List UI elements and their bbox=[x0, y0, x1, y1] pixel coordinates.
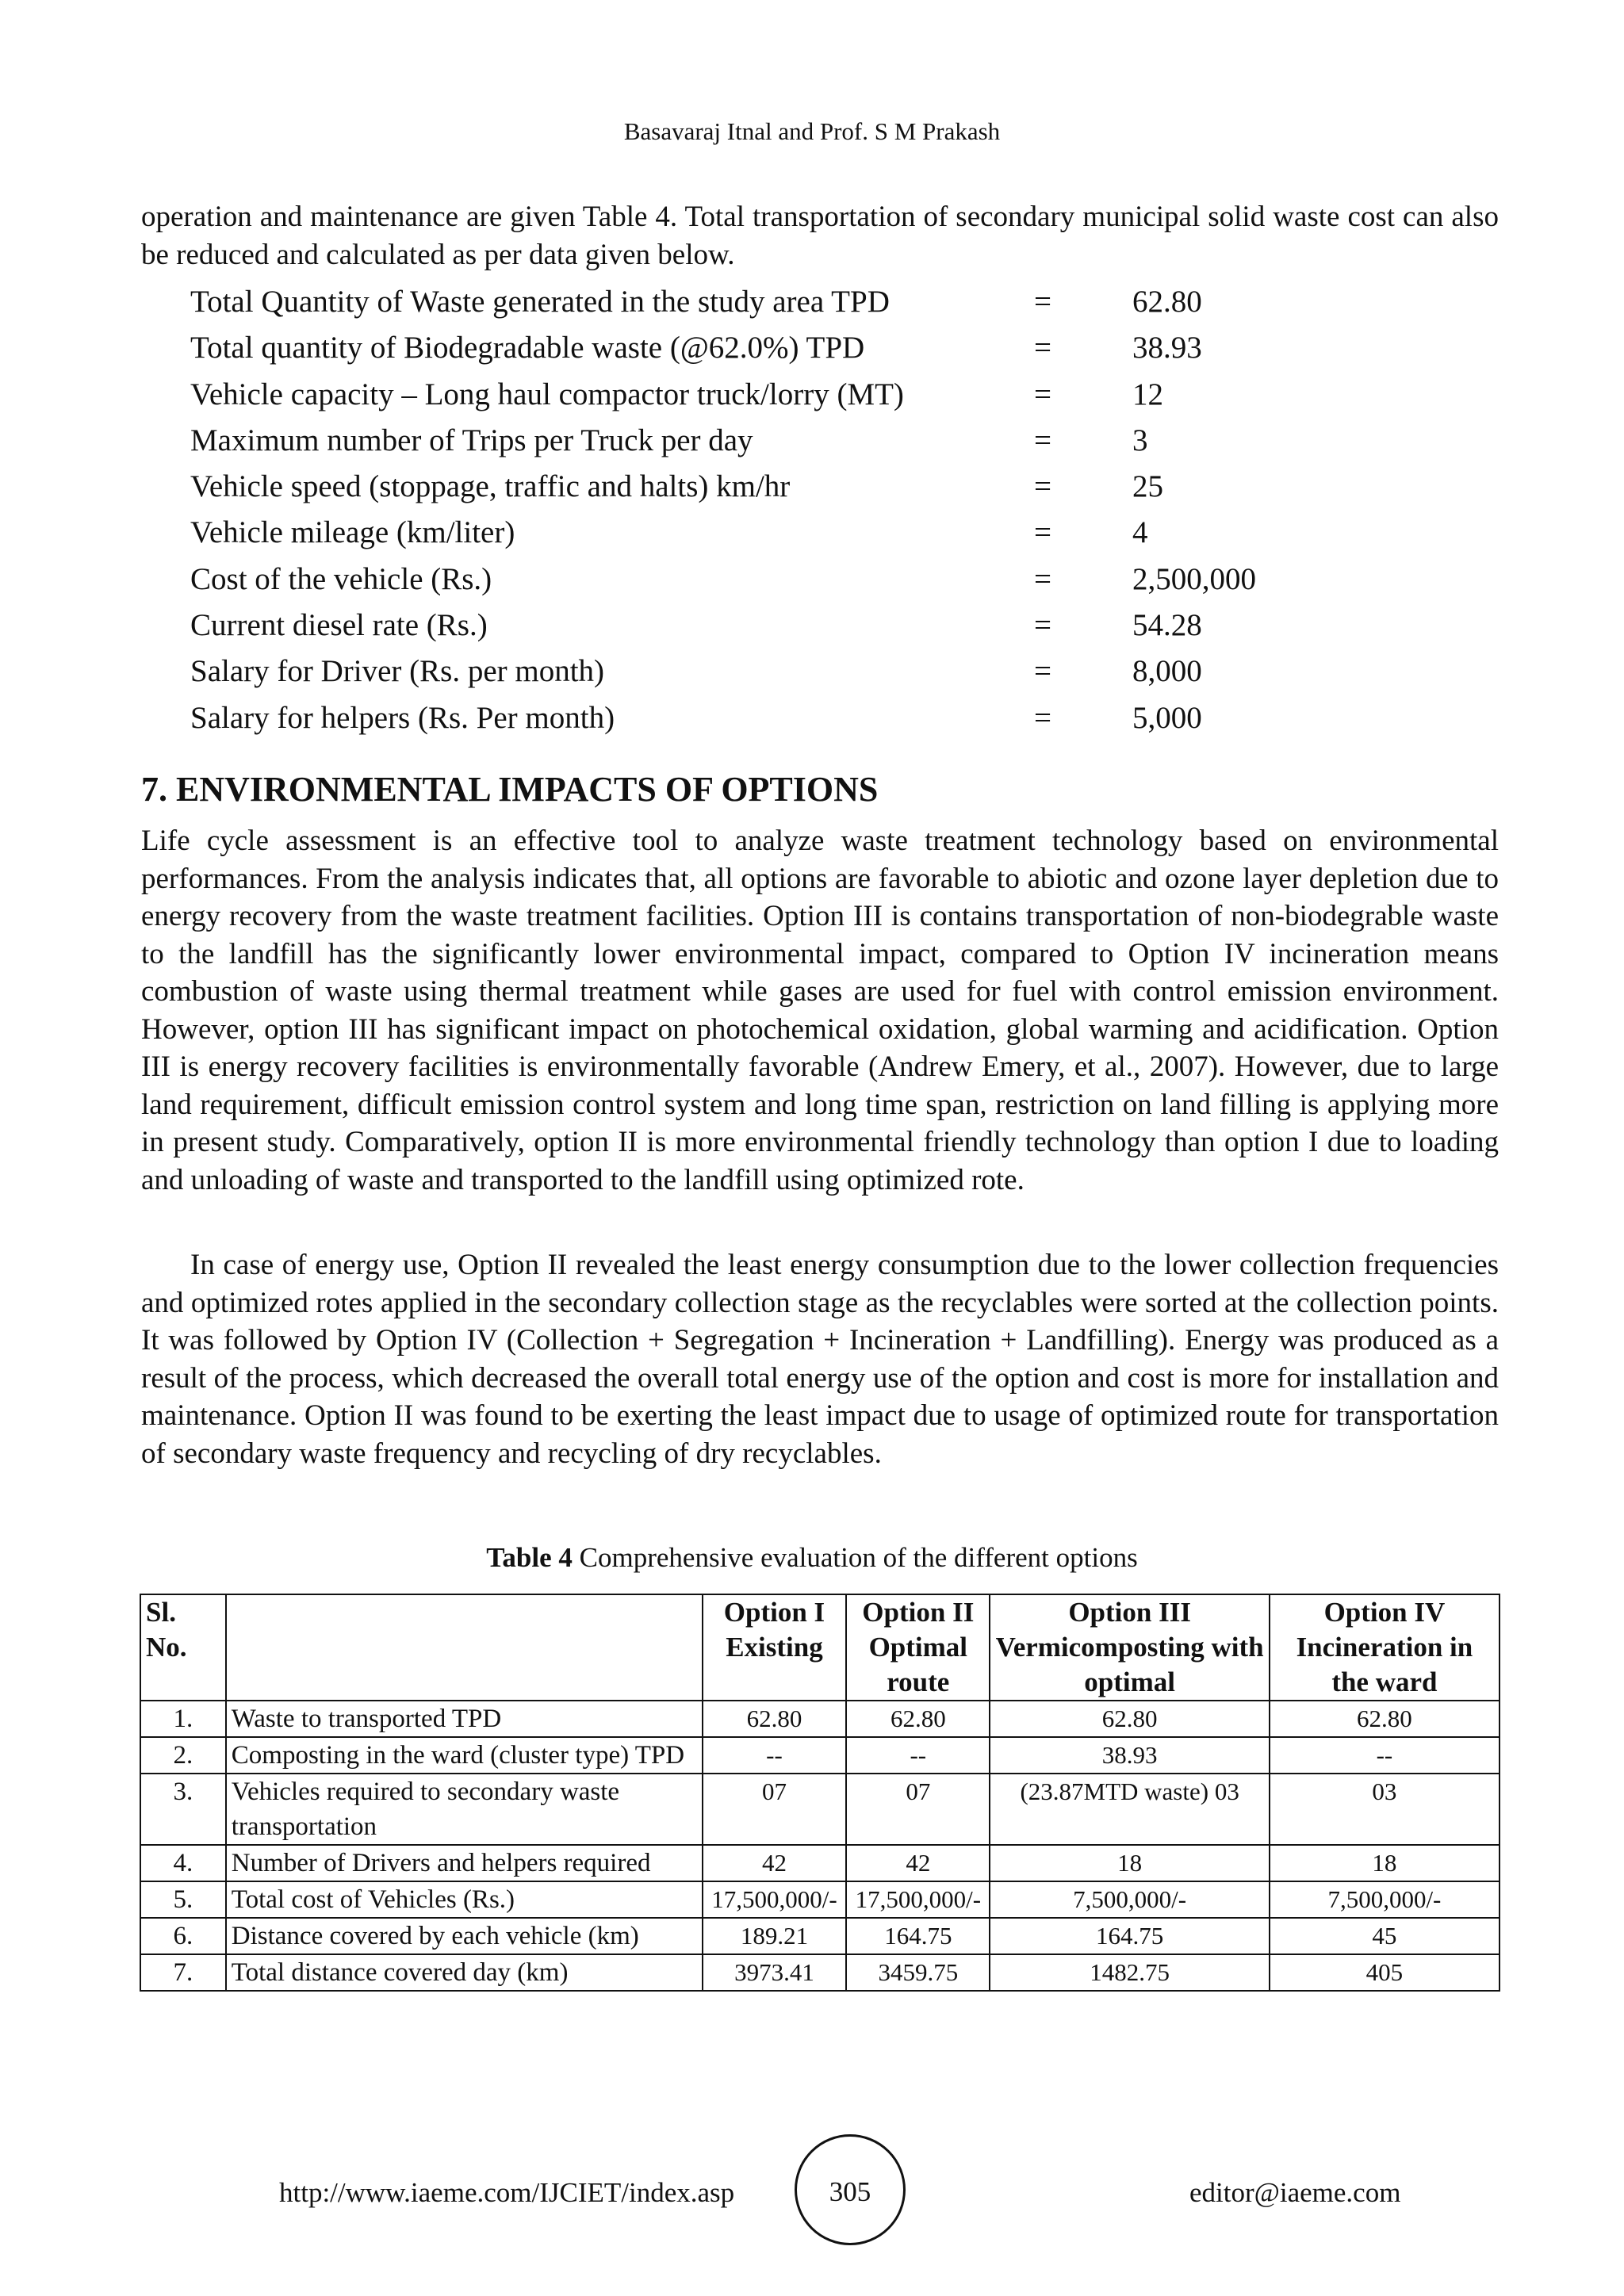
table-caption-text: Comprehensive evaluation of the different options bbox=[572, 1542, 1138, 1573]
parameter-label: Maximum number of Trips per Truck per day bbox=[190, 423, 753, 457]
table-cell-option1: 17,500,000/- bbox=[703, 1881, 846, 1918]
parameter-equals: = bbox=[1034, 654, 1051, 689]
parameter-row bbox=[190, 603, 1380, 649]
footer-url-link[interactable]: http://www.iaeme.com/IJCIET/index.asp bbox=[279, 2177, 735, 2208]
table-cell-option3: 18 bbox=[990, 1845, 1269, 1881]
table-header-option4: Option IV bbox=[1270, 1594, 1500, 1630]
table-cell-option2: 3459.75 bbox=[846, 1954, 990, 1991]
intro-paragraph: operation and maintenance are given Table 4. Total transportation of secondary municipal solid waste cost can also be reduced and calculated as per data given below. bbox=[141, 201, 1499, 271]
table-cell-sl: 3. bbox=[140, 1774, 226, 1845]
parameter-row bbox=[190, 418, 1380, 464]
parameter-label: Salary for Driver (Rs. per month) bbox=[190, 654, 605, 689]
parameter-list bbox=[190, 279, 1380, 741]
table-cell-sl: 6. bbox=[140, 1918, 226, 1954]
table-subheader-option2: Optimal route bbox=[846, 1630, 990, 1701]
parameter-equals: = bbox=[1034, 423, 1051, 457]
table-cell-option2: 62.80 bbox=[846, 1701, 990, 1737]
table-cell-option3: 62.80 bbox=[990, 1701, 1269, 1737]
table-header-desc bbox=[226, 1594, 703, 1701]
table-cell-option1: -- bbox=[703, 1737, 846, 1774]
parameter-value: 38.93 bbox=[1132, 331, 1202, 365]
table-subheader-option1: Existing bbox=[703, 1630, 846, 1701]
table-cell-sl: 7. bbox=[140, 1954, 226, 1991]
parameter-value: 54.28 bbox=[1132, 608, 1202, 643]
table-cell-option3: 1482.75 bbox=[990, 1954, 1269, 1991]
parameter-value: 12 bbox=[1132, 377, 1163, 411]
footer-email-link[interactable]: editor@iaeme.com bbox=[1189, 2177, 1401, 2208]
parameter-label: Vehicle mileage (km/liter) bbox=[190, 515, 515, 550]
table-cell-option1: 07 bbox=[703, 1774, 846, 1845]
parameter-value: 5,000 bbox=[1132, 700, 1202, 735]
table-cell-desc: Total cost of Vehicles (Rs.) bbox=[226, 1881, 703, 1918]
table-subheader-option4: Incineration in the ward bbox=[1270, 1630, 1500, 1701]
parameter-label: Current diesel rate (Rs.) bbox=[190, 608, 488, 643]
parameter-value: 3 bbox=[1132, 423, 1148, 457]
table-caption bbox=[0, 1542, 1624, 1574]
table-cell-option1: 189.21 bbox=[703, 1918, 846, 1954]
table-cell-option2: 07 bbox=[846, 1774, 990, 1845]
parameter-label: Salary for helpers (Rs. Per month) bbox=[190, 700, 615, 735]
table-cell-desc: Vehicles required to secondary waste transportation bbox=[226, 1774, 703, 1845]
parameter-equals: = bbox=[1034, 377, 1051, 411]
parameter-equals: = bbox=[1034, 515, 1051, 550]
section-heading: 7. ENVIRONMENTAL IMPACTS OF OPTIONS bbox=[141, 770, 879, 809]
parameter-equals: = bbox=[1034, 331, 1051, 365]
table-cell-sl: 5. bbox=[140, 1881, 226, 1918]
table-row bbox=[140, 1845, 1500, 1881]
table-cell-option3: 38.93 bbox=[990, 1737, 1269, 1774]
parameter-label: Total Quantity of Waste generated in the study area TPD bbox=[190, 285, 890, 319]
parameter-label: Vehicle speed (stoppage, traffic and halts) km/hr bbox=[190, 469, 791, 504]
table-cell-option2: 42 bbox=[846, 1845, 990, 1881]
parameter-row bbox=[190, 695, 1380, 741]
table-cell-option3: 164.75 bbox=[990, 1918, 1269, 1954]
table-cell-option1: 62.80 bbox=[703, 1701, 846, 1737]
parameter-row bbox=[190, 557, 1380, 603]
table-cell-option2: 17,500,000/- bbox=[846, 1881, 990, 1918]
table-cell-option4: 45 bbox=[1270, 1918, 1500, 1954]
parameter-row bbox=[190, 325, 1380, 371]
table-subheader-option3: Vermicomposting with optimal bbox=[990, 1630, 1269, 1701]
parameter-equals: = bbox=[1034, 469, 1051, 504]
parameter-value: 62.80 bbox=[1132, 285, 1202, 319]
table-cell-option4: 62.80 bbox=[1270, 1701, 1500, 1737]
parameter-label: Vehicle capacity – Long haul compactor truck/lorry (MT) bbox=[190, 377, 904, 411]
parameter-row bbox=[190, 279, 1380, 325]
parameter-value: 2,500,000 bbox=[1132, 561, 1256, 596]
parameter-equals: = bbox=[1034, 561, 1051, 596]
table-cell-desc: Composting in the ward (cluster type) TPD bbox=[226, 1737, 703, 1774]
table-cell-option2: -- bbox=[846, 1737, 990, 1774]
table-cell-desc: Total distance covered day (km) bbox=[226, 1954, 703, 1991]
parameter-equals: = bbox=[1034, 285, 1051, 319]
table-cell-option3: (23.87MTD waste) 03 bbox=[990, 1774, 1269, 1845]
table-row bbox=[140, 1954, 1500, 1991]
table-header-option2: Option II bbox=[846, 1594, 990, 1630]
table-header-row bbox=[140, 1594, 1500, 1630]
body-paragraph: Life cycle assessment is an effective tool to analyze waste treatment technology based on environmental performances. From the analysis indicates that, all options are favorable to abiotic and ozone layer depletion due to energy recovery from the waste treatment facilities. Option III is contains transportation of non-biodegrable waste to the landfill has the significantly lower environmental impact, compared to Option IV incineration means combustion of waste using thermal treatment while gases are used for fuel with control emission environment. However, option III has significant impact on photochemical oxidation, global warming and acidification. Option III is energy recovery facilities is environmentally favorable (Andrew Emery, et al., 2007). However, due to large land requirement, difficult emission control system and long time span, restriction on land filling is applying more in present study. Comparatively, option II is more environmental friendly technology than option I due to loading and unloading of waste and transported to the landfill using optimized rote. bbox=[141, 825, 1499, 1196]
parameter-value: 25 bbox=[1132, 469, 1163, 504]
parameter-value: 4 bbox=[1132, 515, 1148, 550]
parameter-row bbox=[190, 372, 1380, 418]
table-header-sl: Sl. No. bbox=[140, 1594, 226, 1701]
table-cell-option2: 164.75 bbox=[846, 1918, 990, 1954]
table-caption-label: Table 4 bbox=[486, 1542, 573, 1573]
table-row bbox=[140, 1881, 1500, 1918]
table-header-option1: Option I bbox=[703, 1594, 846, 1630]
table-row bbox=[140, 1918, 1500, 1954]
running-header: Basavaraj Itnal and Prof. S M Prakash bbox=[623, 117, 1001, 145]
table-cell-desc: Distance covered by each vehicle (km) bbox=[226, 1918, 703, 1954]
parameter-row bbox=[190, 649, 1380, 695]
body-paragraph: In case of energy use, Option II revealed the least energy consumption due to the lower collection frequencies and optimized rotes applied in the secondary collection stage as the recyclables were sorted at the collection points. It was followed by Option IV (Collection + Segregation + Incineration + Landfilling). Energy was produced as a result of the process, which decreased the overall total energy use of the option and cost is more for installation and maintenance. Option II was found to be exerting the least impact due to usage of optimized route for transportation of secondary waste frequency and recycling of dry recyclables. bbox=[141, 1249, 1499, 1470]
parameter-row bbox=[190, 510, 1380, 556]
table-cell-option3: 7,500,000/- bbox=[990, 1881, 1269, 1918]
table-cell-desc: Waste to transported TPD bbox=[226, 1701, 703, 1737]
table-cell-desc: Number of Drivers and helpers required bbox=[226, 1845, 703, 1881]
table-row bbox=[140, 1774, 1500, 1845]
parameter-label: Total quantity of Biodegradable waste (@62.0%) TPD bbox=[190, 331, 865, 365]
parameter-value: 8,000 bbox=[1132, 654, 1202, 689]
table-cell-option4: 03 bbox=[1270, 1774, 1500, 1845]
parameter-row bbox=[190, 464, 1380, 510]
table-cell-option4: 405 bbox=[1270, 1954, 1500, 1991]
table-cell-option4: 7,500,000/- bbox=[1270, 1881, 1500, 1918]
table-cell-option4: 18 bbox=[1270, 1845, 1500, 1881]
parameter-equals: = bbox=[1034, 700, 1051, 735]
comparison-table bbox=[140, 1594, 1500, 1992]
table-cell-option4: -- bbox=[1270, 1737, 1500, 1774]
table-row bbox=[140, 1701, 1500, 1737]
table-row bbox=[140, 1737, 1500, 1774]
table-cell-option1: 42 bbox=[703, 1845, 846, 1881]
table-cell-sl: 2. bbox=[140, 1737, 226, 1774]
parameter-equals: = bbox=[1034, 608, 1051, 643]
table-cell-option1: 3973.41 bbox=[703, 1954, 846, 1991]
page-number: 305 bbox=[795, 2134, 906, 2245]
parameter-label: Cost of the vehicle (Rs.) bbox=[190, 561, 492, 596]
table-cell-sl: 4. bbox=[140, 1845, 226, 1881]
table-header-option3: Option III bbox=[990, 1594, 1269, 1630]
table-cell-sl: 1. bbox=[140, 1701, 226, 1737]
